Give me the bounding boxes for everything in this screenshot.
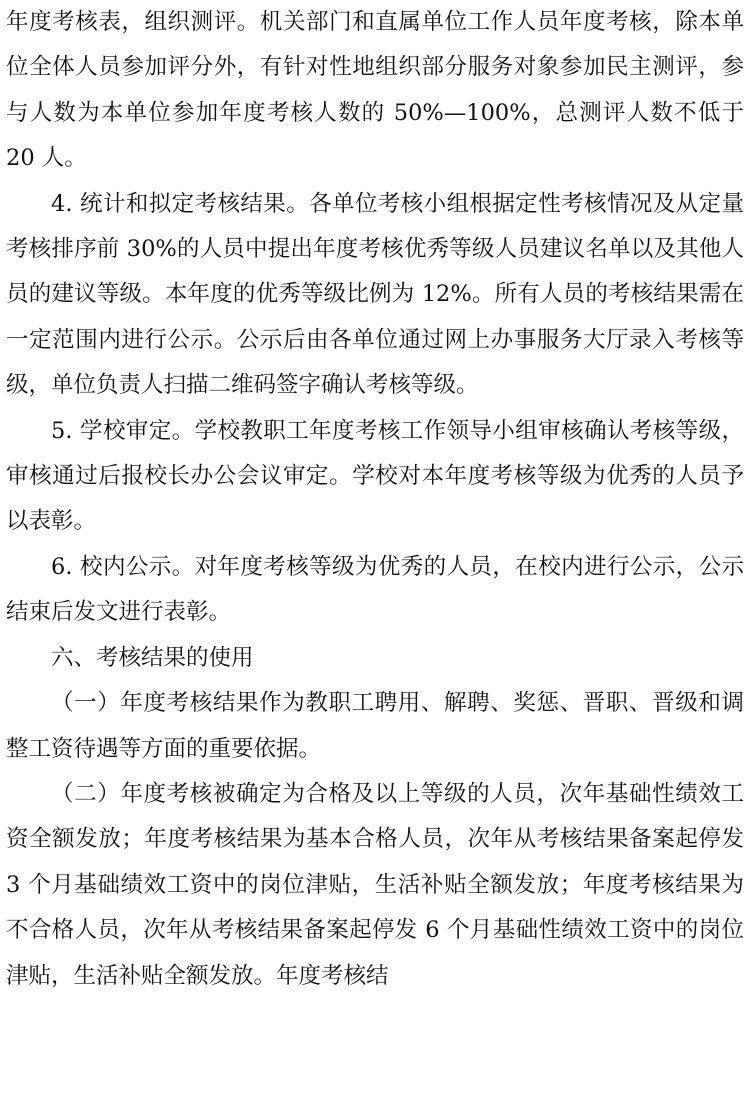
paragraph-step-4-results: 4. 统计和拟定考核结果。各单位考核小组根据定性考核情况及从定量考核排序前 30%的人员中提出年度考核优秀等级人员建议名单以及其他人员的建议等级。本年度的优秀等级比例为 12%。所有人员的考核结果需在一定范围内进行公示。公示后由各单位通过网上办事服务大厅录入考核等级，单位负责人扫描二维码签字确认考核等级。	[6, 190, 744, 399]
section-heading-six: 六、考核结果的使用	[51, 644, 254, 671]
paragraph-assessment-form: 年度考核表，组织测评。机关部门和直属单位工作人员年度考核，除本单位全体人员参加评分外，有针对性地组织部分服务对象参加民主测评，参与人数为本单位参加年度考核人数的 50%—100%，总测评人数不低于 20 人。	[6, 9, 744, 172]
paragraph-step-6-publicity: 6. 校内公示。对年度考核等级为优秀的人员，在校内进行公示，公示结束后发文进行表彰。	[6, 553, 744, 626]
paragraph-usage-2: （二）年度考核被确定为合格及以上等级的人员，次年基础性绩效工资全额发放；年度考核结果为基本合格人员，次年从考核结果备案起停发 3 个月基础绩效工资中的岗位津贴，生活补贴全额发放；年度考核结果为不合格人员，次年从考核结果备案起停发 6 个月基础性绩效工资中的岗位津贴，生活补贴全额发放。年度考核结	[6, 780, 744, 989]
paragraph-step-5-review: 5. 学校审定。学校教职工年度考核工作领导小组审核确认考核等级，审核通过后报校长办公会议审定。学校对本年度考核等级为优秀的人员予以表彰。	[6, 417, 744, 535]
document-page	[6, 0, 744, 1096]
paragraph-usage-1: （一）年度考核结果作为教职工聘用、解聘、奖惩、晋职、晋级和调整工资待遇等方面的重要依据。	[6, 690, 744, 762]
